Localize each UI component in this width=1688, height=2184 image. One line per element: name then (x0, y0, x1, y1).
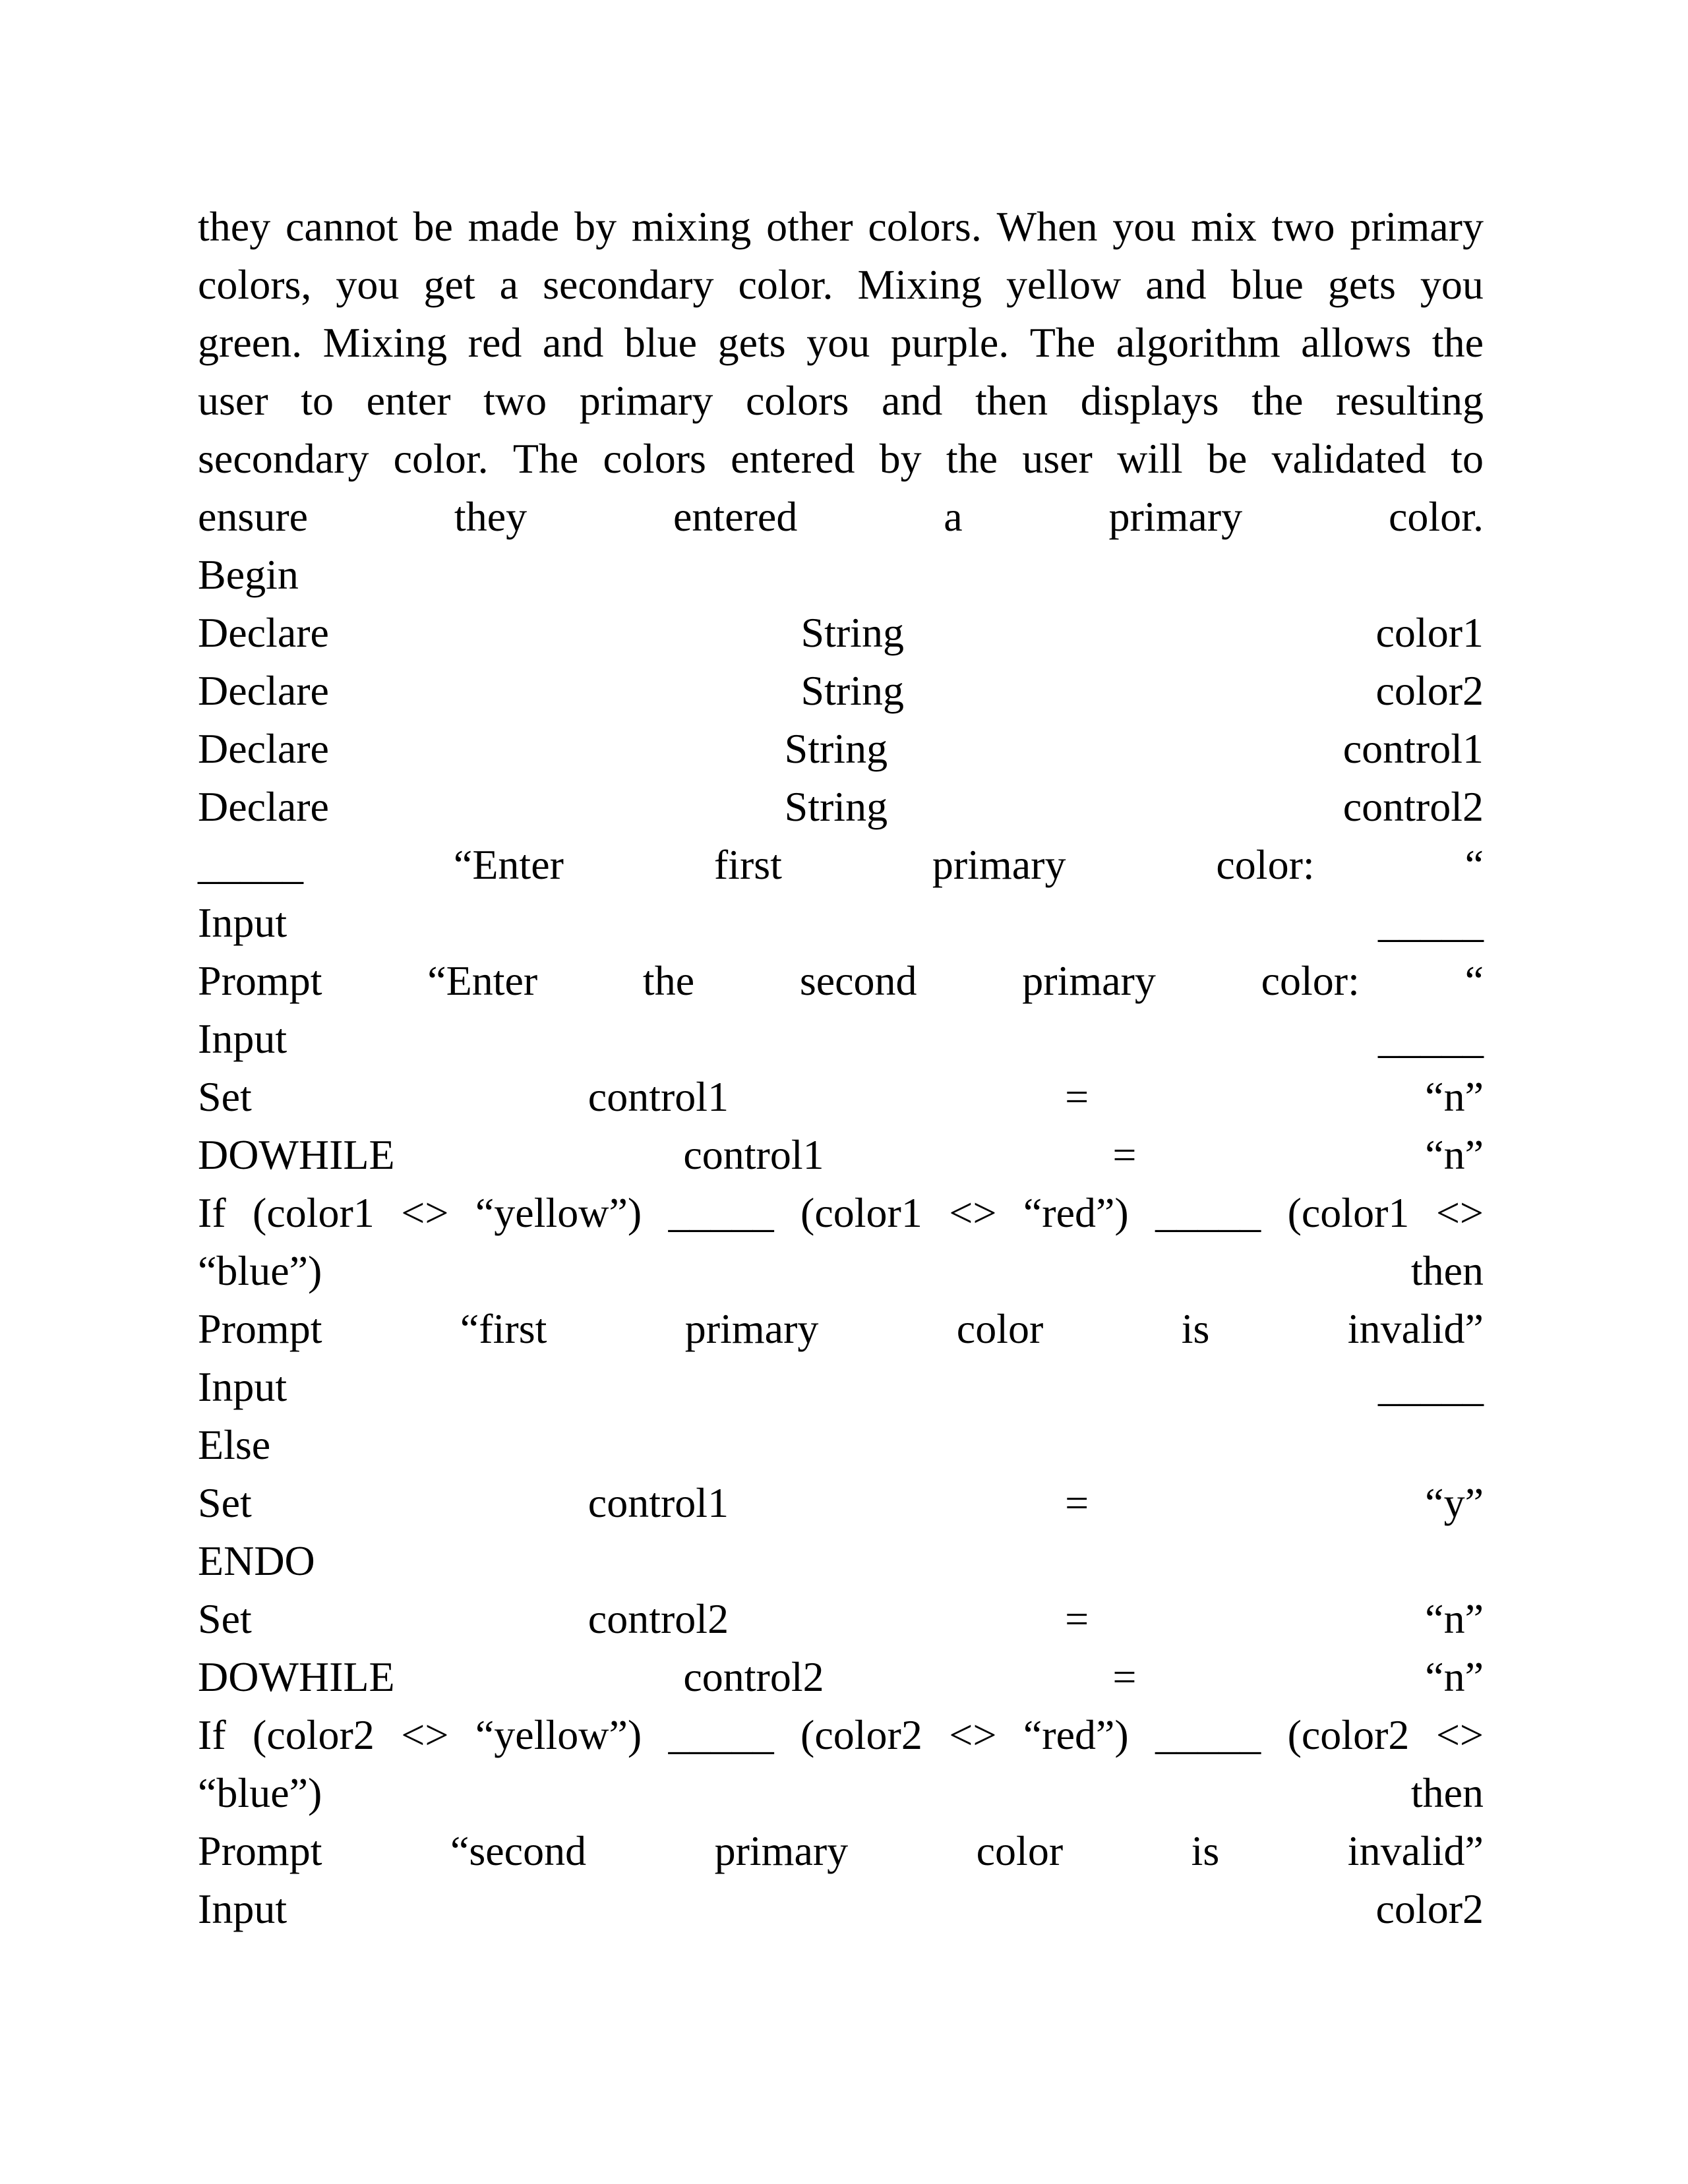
word: ensure (198, 493, 309, 540)
pseudocode-line (198, 894, 1484, 952)
word: _____ (198, 841, 303, 888)
word: “second (450, 1827, 587, 1874)
word: resulting (1335, 377, 1484, 424)
word: displays (1080, 377, 1219, 424)
intro-line (198, 488, 1484, 546)
word: _____ (668, 1711, 774, 1758)
word: the (1432, 319, 1484, 366)
word: _____ (668, 1189, 774, 1236)
word: (color2 (800, 1711, 922, 1758)
word: “y” (1425, 1479, 1484, 1526)
word: The (1029, 319, 1096, 366)
word: Declare (198, 667, 329, 714)
word: by (574, 203, 617, 250)
word: two (483, 377, 547, 424)
pseudocode-line (198, 1880, 1484, 1938)
word: primary (579, 377, 713, 424)
word: Begin (198, 551, 299, 598)
word: secondary (543, 261, 714, 308)
word: <> (401, 1711, 449, 1758)
word: the (1251, 377, 1304, 424)
word: String (784, 783, 888, 830)
word: colors (745, 377, 849, 424)
intro-line (198, 314, 1484, 372)
pseudocode-line (198, 1068, 1484, 1126)
pseudocode-line (198, 1706, 1484, 1764)
word: user (1022, 435, 1093, 482)
word: a (499, 261, 519, 308)
word: Input (198, 1015, 287, 1062)
word: control1 (588, 1479, 729, 1526)
word: ENDO (198, 1537, 315, 1584)
word: you (336, 261, 400, 308)
word: you (806, 319, 870, 366)
word: color: (1261, 957, 1360, 1004)
word: Mixing (322, 319, 448, 366)
word: control1 (683, 1131, 824, 1178)
pseudocode-line (198, 1184, 1484, 1242)
word: mix (1191, 203, 1257, 250)
word: entered (673, 493, 798, 540)
pseudocode-line (198, 1242, 1484, 1300)
word: = (1065, 1595, 1089, 1642)
word: Prompt (198, 957, 322, 1004)
word: color. (738, 261, 833, 308)
pseudocode-line (198, 604, 1484, 662)
word: primary (1350, 203, 1484, 250)
pseudocode-line (198, 1300, 1484, 1358)
intro-line (198, 198, 1484, 256)
word: “red”) (1023, 1711, 1129, 1758)
word: by (879, 435, 922, 482)
word: be (1207, 435, 1248, 482)
word: mixing (631, 203, 752, 250)
word: “yellow”) (475, 1711, 642, 1758)
word: primary (1022, 957, 1156, 1004)
pseudocode-line (198, 1648, 1484, 1706)
word: <> (949, 1711, 997, 1758)
pseudocode-line (198, 778, 1484, 836)
word: “Enter (427, 957, 538, 1004)
word: Input (198, 1885, 287, 1932)
pseudocode-line (198, 1010, 1484, 1068)
word: _____ (1378, 1363, 1484, 1410)
word: gets (1327, 261, 1396, 308)
word: control2 (588, 1595, 729, 1642)
word: will (1117, 435, 1183, 482)
intro-line (198, 256, 1484, 314)
word: color. (393, 435, 489, 482)
word: green. (198, 319, 303, 366)
word: “n” (1425, 1653, 1484, 1700)
word: color1 (1375, 609, 1484, 656)
word: two (1271, 203, 1335, 250)
pseudocode-line (198, 1532, 1484, 1590)
word: then (1410, 1769, 1484, 1816)
word: (color1 (800, 1189, 922, 1236)
word: (color1 (1287, 1189, 1410, 1236)
word: colors (603, 435, 706, 482)
word: algorithm (1116, 319, 1281, 366)
pseudocode-line (198, 836, 1484, 894)
word: color2 (1375, 667, 1484, 714)
word: color (956, 1305, 1044, 1352)
word: color (976, 1827, 1064, 1874)
word: = (1065, 1479, 1089, 1526)
word: then (1410, 1247, 1484, 1294)
word: the (642, 957, 695, 1004)
word: allows (1301, 319, 1412, 366)
word: String (800, 609, 904, 656)
word: “ (1464, 841, 1484, 888)
word: and (542, 319, 604, 366)
word: <> (1435, 1711, 1484, 1758)
pseudocode-line (198, 1764, 1484, 1822)
pseudocode-line (198, 662, 1484, 720)
word: color: (1216, 841, 1315, 888)
word: <> (1435, 1189, 1484, 1236)
pseudocode-line (198, 952, 1484, 1010)
word: DOWHILE (198, 1131, 395, 1178)
word: control1 (588, 1073, 729, 1120)
word: = (1112, 1653, 1137, 1700)
word: (color2 (253, 1711, 375, 1758)
word: be (413, 203, 453, 250)
word: control2 (1342, 783, 1484, 830)
word: If (198, 1711, 226, 1758)
word: primary (684, 1305, 819, 1352)
word: “red”) (1023, 1189, 1129, 1236)
word: invalid” (1347, 1305, 1484, 1352)
word: Mixing (857, 261, 982, 308)
word: “blue”) (198, 1769, 322, 1816)
word: “blue”) (198, 1247, 322, 1294)
word: primary (714, 1827, 849, 1874)
word: _____ (1155, 1189, 1261, 1236)
word: a (944, 493, 963, 540)
word: Set (198, 1073, 252, 1120)
word: the (946, 435, 998, 482)
word: String (784, 725, 888, 772)
word: DOWHILE (198, 1653, 395, 1700)
word: second (799, 957, 917, 1004)
word: is (1191, 1827, 1220, 1874)
word: Prompt (198, 1305, 322, 1352)
pseudocode-line (198, 1126, 1484, 1184)
word: other (766, 203, 853, 250)
word: Declare (198, 783, 329, 830)
word: color. (1388, 493, 1484, 540)
word: gets (717, 319, 786, 366)
word: control2 (683, 1653, 824, 1700)
pseudocode-line (198, 1474, 1484, 1532)
word: red (467, 319, 522, 366)
word: “first (460, 1305, 547, 1352)
word: If (198, 1189, 226, 1236)
word: (color2 (1287, 1711, 1410, 1758)
word: When (996, 203, 1098, 250)
word: _____ (1378, 899, 1484, 946)
word: purple. (890, 319, 1010, 366)
word: Else (198, 1421, 271, 1468)
word: (color1 (253, 1189, 375, 1236)
word: you (1420, 261, 1484, 308)
word: colors, (198, 261, 312, 308)
word: “ (1464, 957, 1484, 1004)
pseudocode-line (198, 1590, 1484, 1648)
word: Input (198, 1363, 287, 1410)
pseudocode-line (198, 720, 1484, 778)
intro-line (198, 430, 1484, 488)
word: “n” (1425, 1073, 1484, 1120)
word: blue (624, 319, 698, 366)
word: then (975, 377, 1048, 424)
word: they (454, 493, 528, 540)
word: <> (401, 1189, 449, 1236)
word: Declare (198, 725, 329, 772)
word: primary (1108, 493, 1243, 540)
word: = (1065, 1073, 1089, 1120)
pseudocode-line (198, 1358, 1484, 1416)
word: to (1451, 435, 1484, 482)
word: secondary (198, 435, 369, 482)
word: “n” (1425, 1131, 1484, 1178)
word: made (467, 203, 560, 250)
word: colors. (868, 203, 982, 250)
pseudocode-line (198, 546, 1484, 604)
word: “Enter (453, 841, 564, 888)
word: user (198, 377, 268, 424)
word: = (1112, 1131, 1137, 1178)
pseudocode-line (198, 1822, 1484, 1880)
word: “n” (1425, 1595, 1484, 1642)
word: blue (1230, 261, 1304, 308)
word: validated (1271, 435, 1426, 482)
word: _____ (1155, 1711, 1261, 1758)
word: get (423, 261, 475, 308)
word: Prompt (198, 1827, 322, 1874)
word: first (713, 841, 782, 888)
word: cannot (286, 203, 398, 250)
word: color2 (1375, 1885, 1484, 1932)
word: invalid” (1347, 1827, 1484, 1874)
pseudocode-line (198, 1416, 1484, 1474)
word: entered (731, 435, 855, 482)
word: they (198, 203, 271, 250)
word: to (301, 377, 334, 424)
word: you (1112, 203, 1176, 250)
word: and (881, 377, 943, 424)
word: Input (198, 899, 287, 946)
intro-line (198, 372, 1484, 430)
word: Declare (198, 609, 329, 656)
word: Set (198, 1479, 252, 1526)
word: “yellow”) (475, 1189, 642, 1236)
word: The (512, 435, 579, 482)
word: Set (198, 1595, 252, 1642)
word: primary (932, 841, 1066, 888)
word: control1 (1342, 725, 1484, 772)
word: and (1145, 261, 1207, 308)
document-body (198, 198, 1484, 1938)
word: _____ (1378, 1015, 1484, 1062)
word: is (1181, 1305, 1210, 1352)
word: String (800, 667, 904, 714)
word: yellow (1006, 261, 1122, 308)
word: <> (949, 1189, 997, 1236)
word: enter (366, 377, 451, 424)
